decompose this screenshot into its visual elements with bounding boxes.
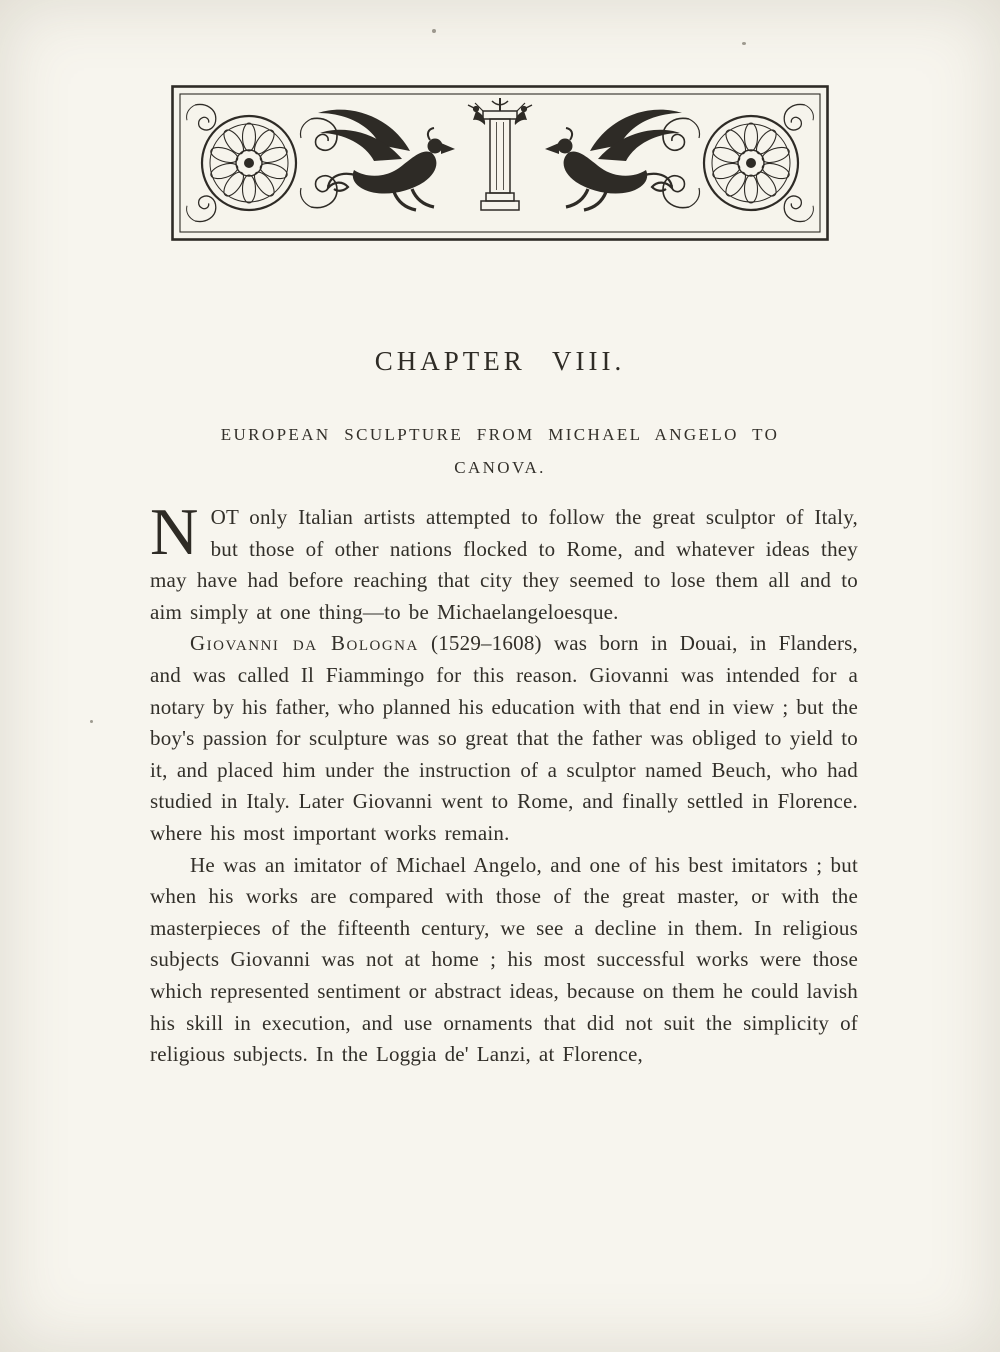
paragraph-2 (150, 628, 858, 849)
paragraph-3 (150, 850, 858, 1071)
paragraph-1-text: OT only Italian artists attempted to follow the great sculptor of Italy, but those of other nations flocked to Rome, and whatever ideas they may have had before reaching that city they seemed to lose them all and to aim simply at one thing—to be Michaelangeloesque. (150, 505, 858, 624)
chapter-subtitle (0, 418, 1000, 484)
scan-speck (90, 720, 93, 723)
subtitle-line-2: CANOVA. (454, 458, 546, 478)
subtitle-line-1: EUROPEAN SCULPTURE FROM MICHAEL ANGELO TO (220, 425, 780, 444)
paragraph-2-lead: Giovanni da Bologna (190, 631, 419, 656)
drop-cap: N (150, 495, 199, 569)
chapter-title: CHAPTER VIII. (374, 346, 626, 376)
paragraph-2-text: (1529–1608) was born in Douai, in Flanders, and was called Il Fiammingo for this reason. Giovanni was intended for a notary by his father, who planned his education with that end in view ; but the boy's passion for sculpture was so great that the father was obliged to yield to it, and placed him under the instruction of a sculptor named Beuch, who had studied in Italy. Later Giovanni went to Rome, and finally settled in Florence. where his most important works remain. (150, 631, 858, 845)
scan-speck (432, 29, 436, 33)
paragraph-3-text: He was an imitator of Michael Angelo, and one of his best imitators ; but when his works are compared with those of the great master, or with the masterpieces of the fifteenth century, we see a decline in them. In religious subjects Giovanni was not at home ; his most successful works were those which represented sentiment or abstract ideas, because on them he could lavish his skill in execution, and use ornaments that did not suit the simplicity of religious subjects. In the Loggia de' Lanzi, at Florence, (150, 852, 858, 1067)
body-text (150, 495, 858, 1071)
chapter-headpiece-ornament-icon (171, 85, 829, 241)
scan-speck (742, 42, 746, 45)
paragraph-1 (150, 495, 858, 628)
